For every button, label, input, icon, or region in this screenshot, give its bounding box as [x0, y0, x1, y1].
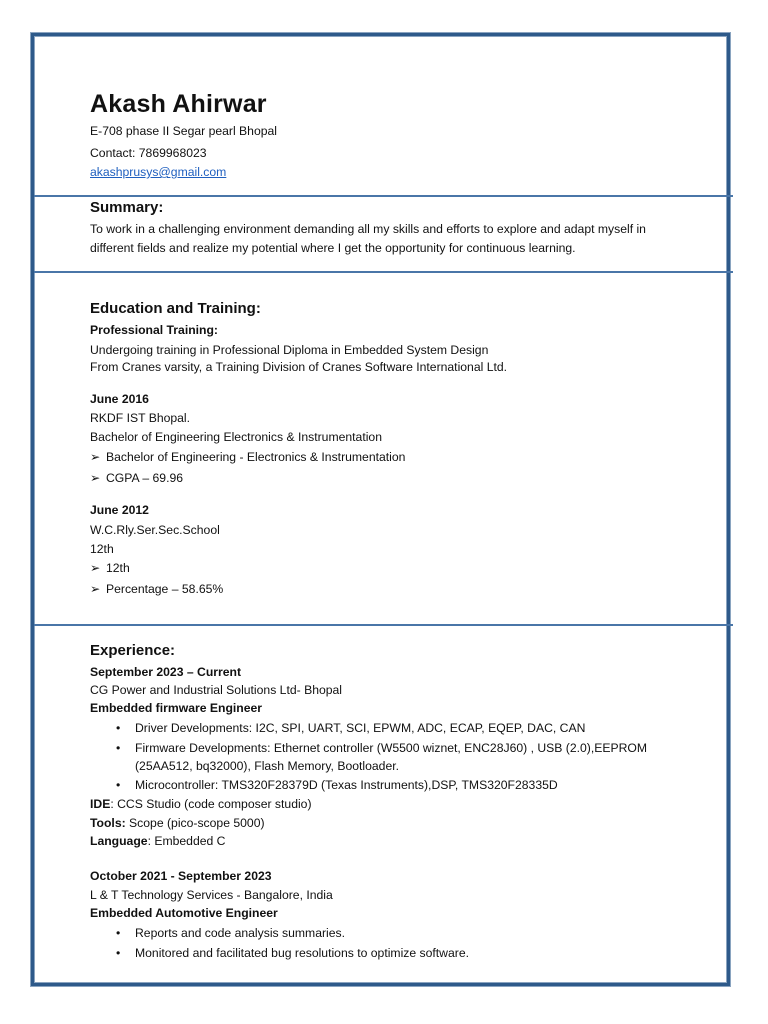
candidate-name: Akash Ahirwar — [90, 90, 267, 118]
ide-label: IDE — [90, 797, 111, 811]
language-label: Language — [90, 834, 148, 848]
job-period: September 2023 – Current — [90, 665, 242, 679]
education-degree: Bachelor of Engineering Electronics & Instrumentation — [90, 430, 382, 444]
training-course: Professional Diploma in Embedded System Design — [212, 343, 489, 357]
job-company: L & T Technology Services - Bangalore, India — [90, 888, 333, 902]
education-date: June 2016 — [90, 392, 149, 406]
education-degree: 12th — [90, 542, 114, 556]
tools-value: Scope (pico-scope 5000) — [125, 816, 265, 830]
bullet-icon: • — [116, 945, 121, 960]
education-bullet — [90, 559, 130, 578]
education-bullet-text: 12th — [106, 561, 130, 575]
ide-value: : CCS Studio (code composer studio) — [110, 797, 312, 811]
arrow-bullet-icon: ➢ — [90, 471, 101, 485]
job-bullet-text: (25AA512, bq32000), Flash Memory, Bootloader. — [135, 759, 399, 773]
education-bullet — [90, 448, 405, 467]
section-divider — [34, 271, 733, 273]
training-heading: Professional Training: — [90, 323, 218, 337]
list-item — [90, 719, 647, 738]
education-institution: RKDF IST Bhopal. — [90, 411, 191, 425]
list-item — [90, 776, 647, 795]
language-value: : Embedded C — [147, 834, 226, 848]
arrow-bullet-icon: ➢ — [90, 561, 101, 575]
education-bullet-text: Percentage – 58.65% — [106, 582, 224, 596]
experience-heading: Experience: — [90, 642, 176, 659]
arrow-bullet-icon: ➢ — [90, 582, 101, 596]
arrow-bullet-icon: ➢ — [90, 450, 101, 464]
bullet-icon: • — [116, 777, 121, 792]
list-item — [90, 757, 647, 776]
education-institution: W.C.Rly.Ser.Sec.School — [90, 523, 220, 537]
education-bullet — [90, 580, 223, 599]
summary-line: different fields and realize my potential where I get the opportunity for continuous learning. — [90, 241, 576, 255]
list-item — [90, 924, 469, 943]
address: E-708 phase II Segar pearl Bhopal — [90, 124, 278, 138]
summary-line: To work in a challenging environment demanding all my skills and efforts to explore and adapt myself in — [90, 222, 646, 236]
education-date: June 2012 — [90, 503, 149, 517]
language-line — [90, 832, 225, 851]
job-bullet-list — [90, 924, 469, 962]
job-bullet-list — [90, 719, 647, 794]
job-title: Embedded firmware Engineer — [90, 701, 263, 715]
training-line: From Cranes varsity, a Training Division of Cranes Software International Ltd. — [90, 360, 508, 374]
job-bullet-text: Firmware Developments: Ethernet controller (W5500 wiznet, ENC28J60) , USB (2.0),EEPROM — [135, 740, 648, 755]
summary-heading: Summary: — [90, 199, 164, 216]
tools-label: Tools: — [90, 816, 126, 830]
bullet-icon: • — [116, 926, 121, 940]
tools-line — [90, 814, 265, 833]
list-item — [90, 739, 647, 758]
bullet-icon: • — [116, 740, 121, 755]
job-period: October 2021 - September 2023 — [90, 869, 272, 883]
job-bullet-text: Reports and code analysis summaries. — [135, 926, 345, 940]
job-bullet-text: Monitored and facilitated bug resolutions to optimize software. — [135, 945, 469, 960]
education-bullet — [90, 469, 183, 488]
training-prefix: Undergoing training in — [90, 343, 213, 357]
ide-line — [90, 795, 312, 814]
bullet-icon: • — [116, 721, 121, 735]
section-divider — [34, 624, 733, 626]
job-company: CG Power and Industrial Solutions Ltd- Bhopal — [90, 683, 343, 697]
education-bullet-text: CGPA – 69.96 — [106, 471, 184, 485]
job-title: Embedded Automotive Engineer — [90, 906, 278, 920]
job-bullet-text: Microcontroller: TMS320F28379D (Texas Instruments),DSP, TMS320F28335D — [135, 777, 558, 792]
list-item — [90, 944, 469, 963]
job-bullet-text: Driver Developments: I2C, SPI, UART, SCI, EPWM, ADC, ECAP, EQEP, DAC, CAN — [135, 721, 586, 735]
email-link[interactable]: akashprusys@gmail.com — [90, 165, 227, 179]
section-divider — [34, 195, 733, 197]
contact-number: Contact: 7869968023 — [90, 146, 207, 160]
education-heading: Education and Training: — [90, 300, 261, 317]
education-bullet-text: Bachelor of Engineering - Electronics & Instrumentation — [106, 450, 406, 464]
